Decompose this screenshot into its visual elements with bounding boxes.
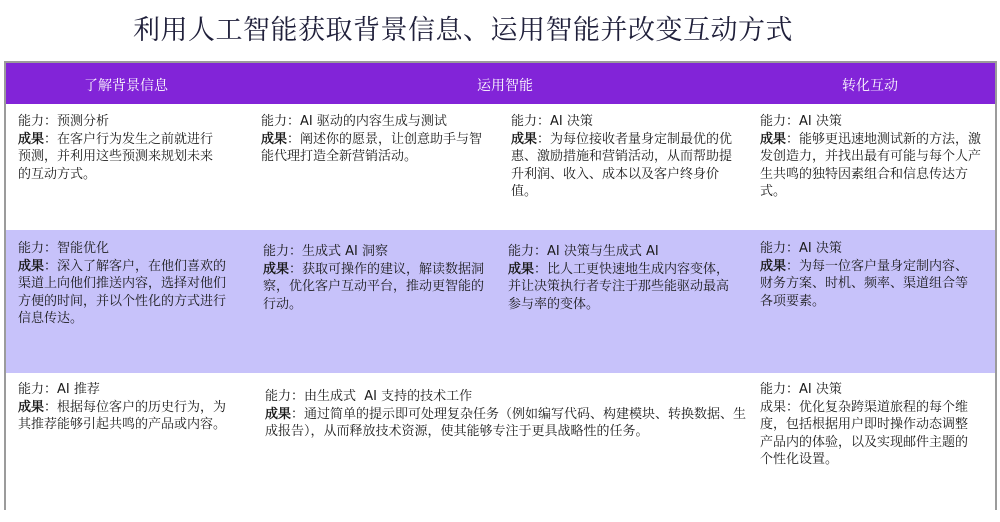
page-title: 利用人工智能获取背景信息、运用智能并改变互动方式 xyxy=(133,15,793,46)
table-row xyxy=(6,373,995,510)
result-line: 成果：比人工更快速地生成内容变体，并让决策执行者专注于那些能驱动最高参与率的变体。 xyxy=(508,261,730,312)
capability-line: 能力：AI 决策 xyxy=(760,114,842,129)
capability-line: 能力：AI 推荐 xyxy=(18,382,100,397)
result-line: 成果：深入了解客户，在他们喜欢的渠道上向他们推送内容，选择对他们方便的时间，并以个性化的方式进行信息传达。 xyxy=(18,258,227,326)
table-cell xyxy=(508,243,740,313)
result-line: 成果：为每位接收者量身定制最优的优惠、激励措施和营销活动，从而帮助提升利润、收入、成本以及客户终身价值。 xyxy=(511,131,733,199)
result-line: 成果：获取可操作的建议，解读数据洞察，优化客户互动平台，推动更智能的行动。 xyxy=(263,261,485,312)
capability-table xyxy=(4,61,997,510)
capability-line: 能力：AI 决策 xyxy=(760,241,842,256)
table-cell xyxy=(263,243,493,313)
table-cell xyxy=(760,113,982,201)
result-line: 成果：阐述你的愿景，让创意助手与智能代理打造全新营销活动。 xyxy=(261,131,483,164)
capability-line: 能力：AI 驱动的内容生成与测试 xyxy=(261,114,447,129)
header-understand-context: 了解背景信息 xyxy=(84,78,168,94)
table-cell-wide xyxy=(265,388,747,441)
capability-line: 能力：智能优化 xyxy=(18,241,110,256)
result-line: 成果：通过简单的提示即可处理复杂任务（例如编写代码、构建模块、转换数据、生成报告），从而释放技术资源，使其能够专注于更具战略性的任务。 xyxy=(265,406,747,439)
capability-line: 能力：AI 决策 xyxy=(511,114,593,129)
table-cell xyxy=(18,113,223,183)
table-cell xyxy=(760,381,980,469)
result-line: 成果：能够更迅速地测试新的方法，激发创造力，并找出最有可能与每个人产生共鸣的独特因素组合和信息传达方式。 xyxy=(760,131,982,199)
header-transform-engagement: 转化互动 xyxy=(842,78,898,94)
table-cell xyxy=(18,240,228,328)
capability-line: 能力：由生成式 AI 支持的技术工作 xyxy=(265,389,473,404)
result-line: 成果：根据每位客户的历史行为，为其推荐能够引起共鸣的产品或内容。 xyxy=(18,399,227,432)
table-row xyxy=(6,104,995,230)
table-row xyxy=(6,230,995,373)
capability-line: 能力：预测分析 xyxy=(18,114,110,129)
capability-line: 能力：生成式 AI 洞察 xyxy=(263,244,389,259)
result-line: 成果：在客户行为发生之前就进行预测，并利用这些预测来规划未来的互动方式。 xyxy=(18,131,214,182)
capability-line: 能力：AI 决策与生成式 AI xyxy=(508,244,659,259)
table-cell xyxy=(511,113,741,201)
header-apply-intelligence: 运用智能 xyxy=(477,78,533,94)
table-header xyxy=(6,63,995,104)
capability-line: 能力：AI 决策 xyxy=(760,382,842,397)
table-cell xyxy=(261,113,493,166)
result-line: 成果：为每一位客户量身定制内容、财务方案、时机、频率、渠道组合等各项要素。 xyxy=(760,258,969,309)
table-cell xyxy=(760,240,980,310)
result-line: 成果：优化复杂跨渠道旅程的每个维度，包括根据用户即时操作动态调整产品内的体验，以及实现邮件主题的个性化设置。 xyxy=(760,399,969,467)
table-cell xyxy=(18,381,228,434)
